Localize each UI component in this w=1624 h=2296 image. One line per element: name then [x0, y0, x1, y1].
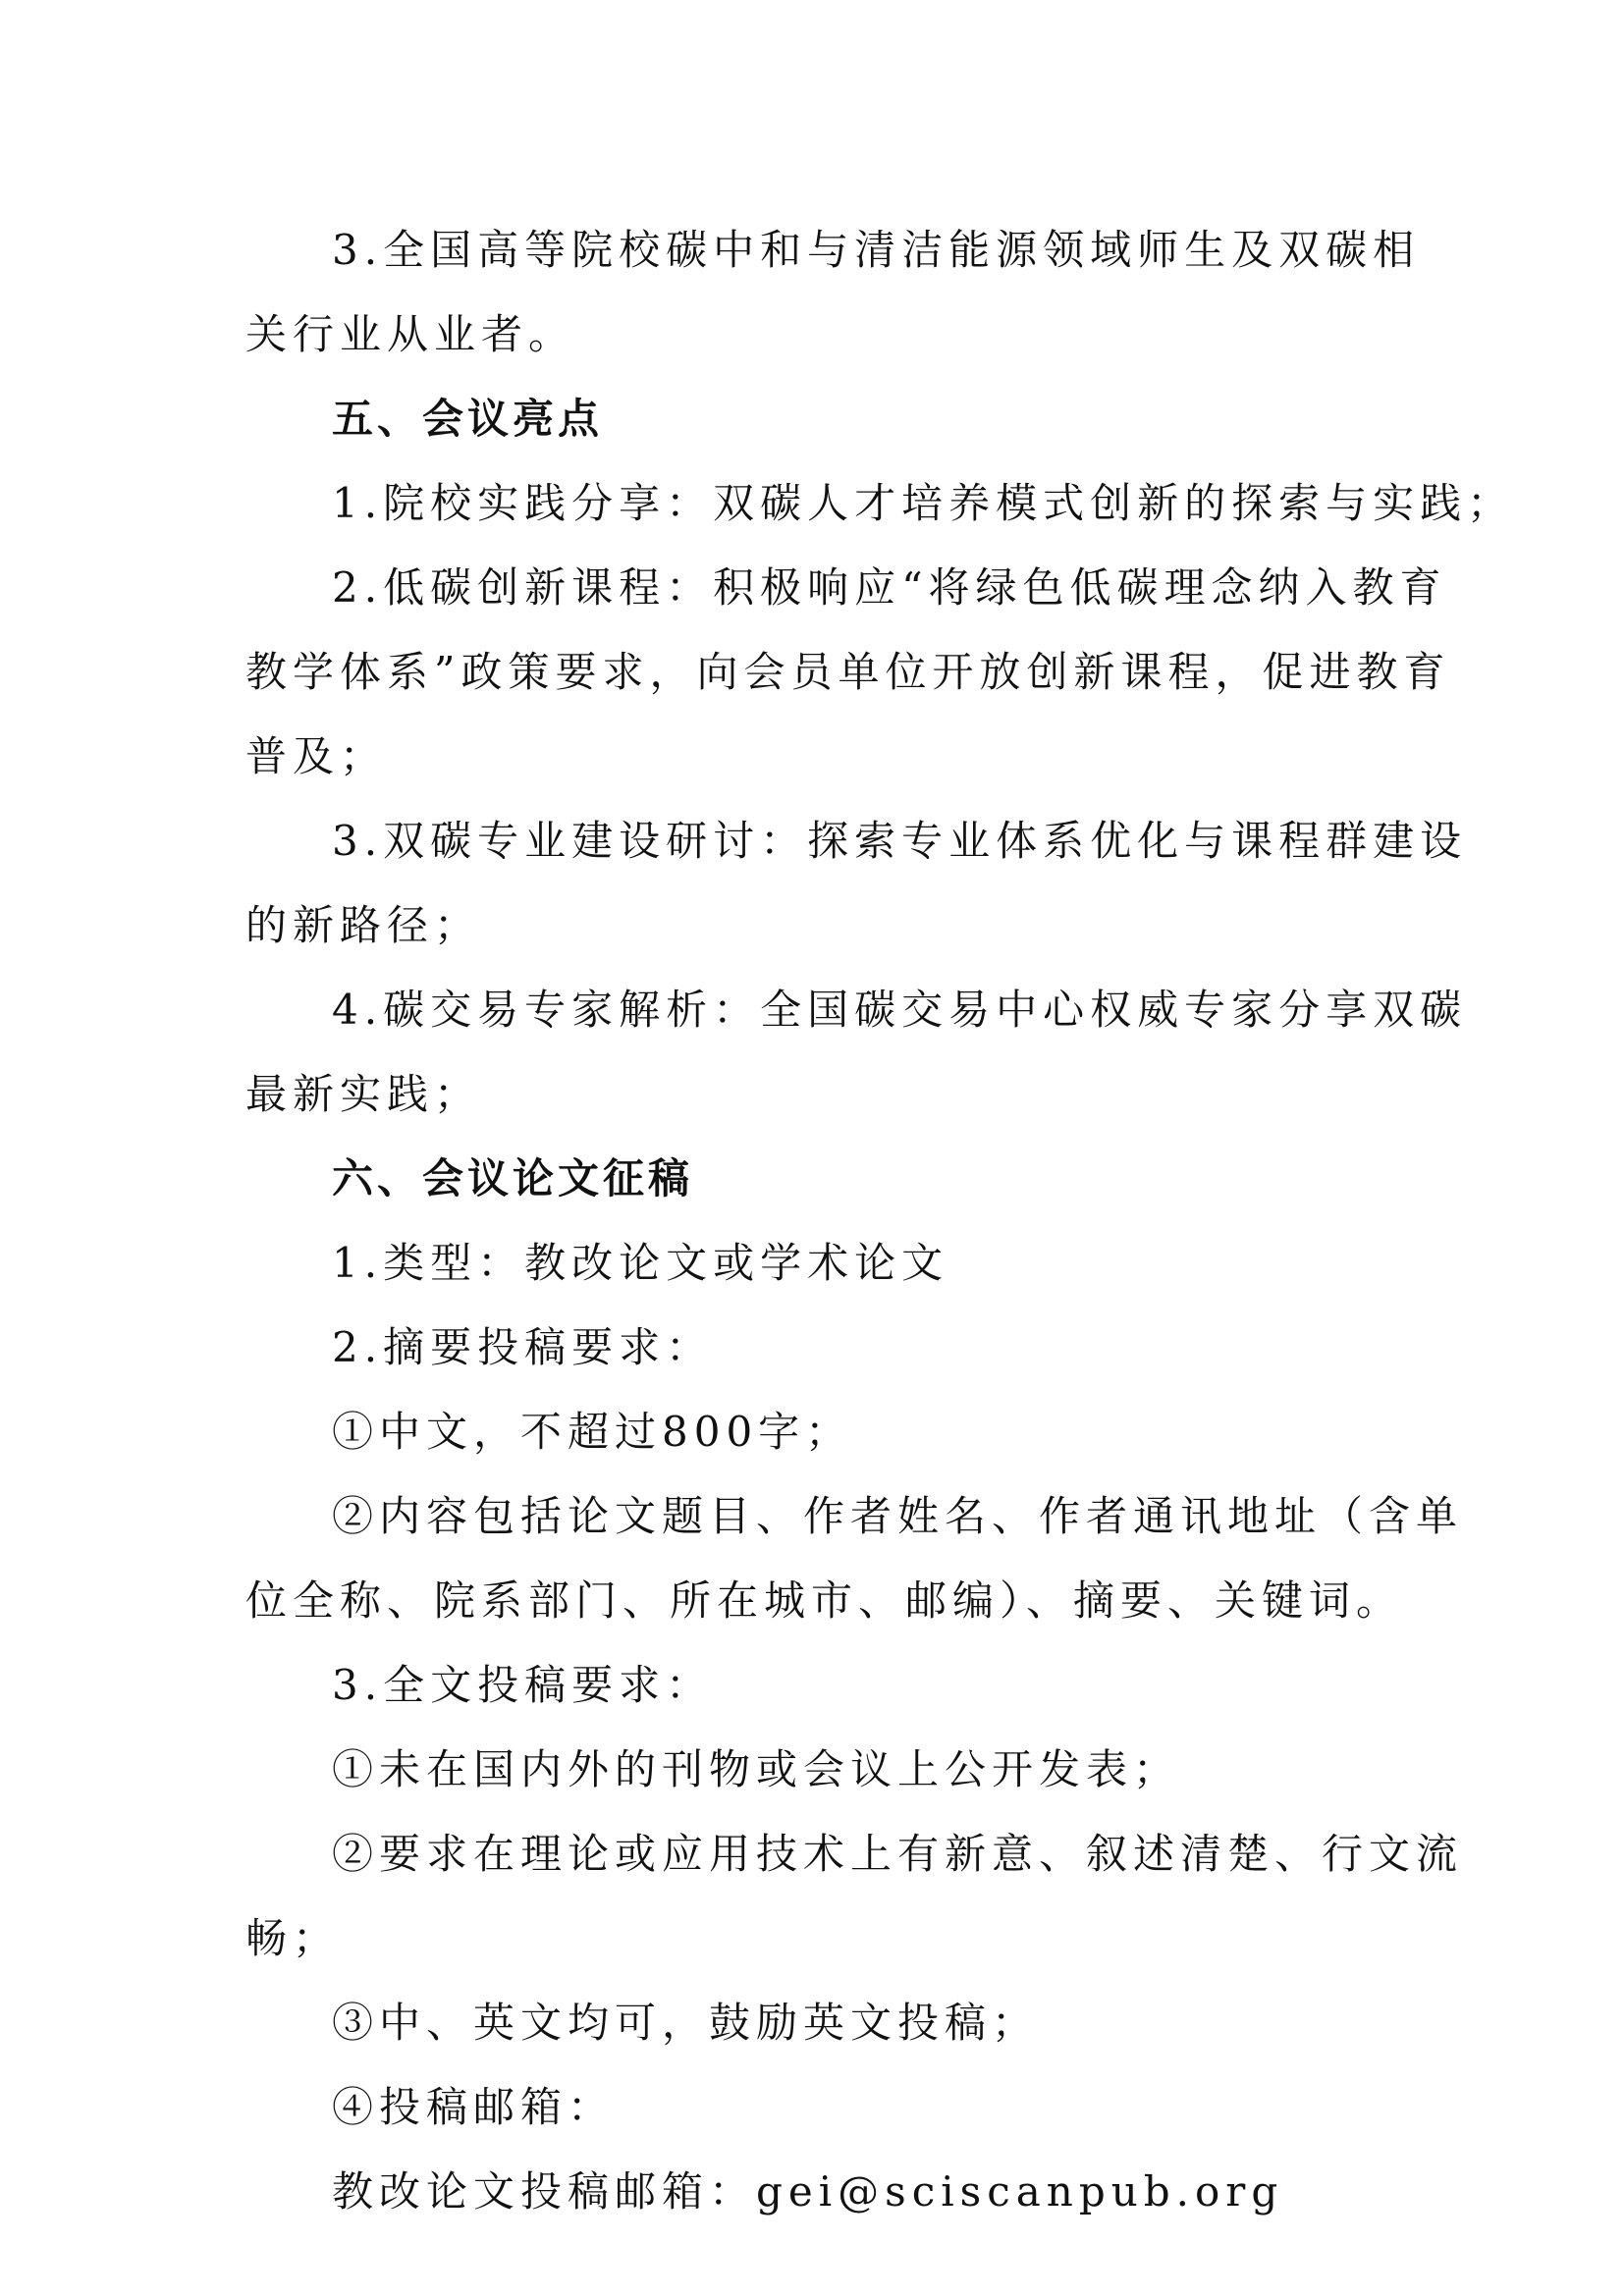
text-line: 最新实践； — [245, 1070, 482, 1118]
text-line: 3.全文投稿要求： — [332, 1661, 714, 1709]
text-line: 2.摘要投稿要求： — [332, 1323, 714, 1371]
text-line: 关行业从业者。 — [245, 310, 576, 358]
text-line: 3.双碳专业建设研讨：探索专业体系优化与课程群建设 — [332, 817, 1468, 865]
text-line: 1.类型：教改论文或学术论文 — [332, 1239, 949, 1287]
section-heading: 五、会议亮点 — [332, 395, 604, 443]
text-line: 普及； — [245, 732, 388, 780]
email-line: 教改论文投稿邮箱：gei@sciscanpub.org — [332, 2167, 1284, 2216]
text-line: 1.院校实践分享：双碳人才培养模式创新的探索与实践； — [332, 479, 1515, 527]
document-page — [245, 208, 1515, 2234]
text-line: ④投稿邮箱： — [332, 2083, 616, 2131]
text-line: 的新路径； — [245, 901, 482, 949]
text-line: 2.低碳创新课程：积极响应“将绿色低碳理念纳入教育 — [332, 563, 1447, 612]
text-line: ②内容包括论文题目、作者姓名、作者通讯地址（含单 — [332, 1492, 1464, 1540]
text-line: 位全称、院系部门、所在城市、邮编）、摘要、关键词。 — [245, 1576, 1404, 1625]
text-line: 教学体系”政策要求，向会员单位开放创新课程，促进教育 — [245, 648, 1451, 696]
text-line: 畅； — [245, 1914, 341, 1962]
text-line: 4.碳交易专家解析：全国碳交易中心权威专家分享双碳 — [332, 986, 1468, 1034]
text-line: ②要求在理论或应用技术上有新意、叙述清楚、行文流 — [332, 1830, 1464, 1878]
section-heading: 六、会议论文征稿 — [332, 1154, 694, 1202]
text-line: 3.全国高等院校碳中和与清洁能源领域师生及双碳相 — [332, 226, 1421, 274]
text-line: ③中、英文均可，鼓励英文投稿； — [332, 1999, 1040, 2047]
text-line: ①中文，不超过800字； — [332, 1408, 853, 1456]
text-line: ①未在国内外的刊物或会议上公开发表； — [332, 1745, 1181, 1793]
